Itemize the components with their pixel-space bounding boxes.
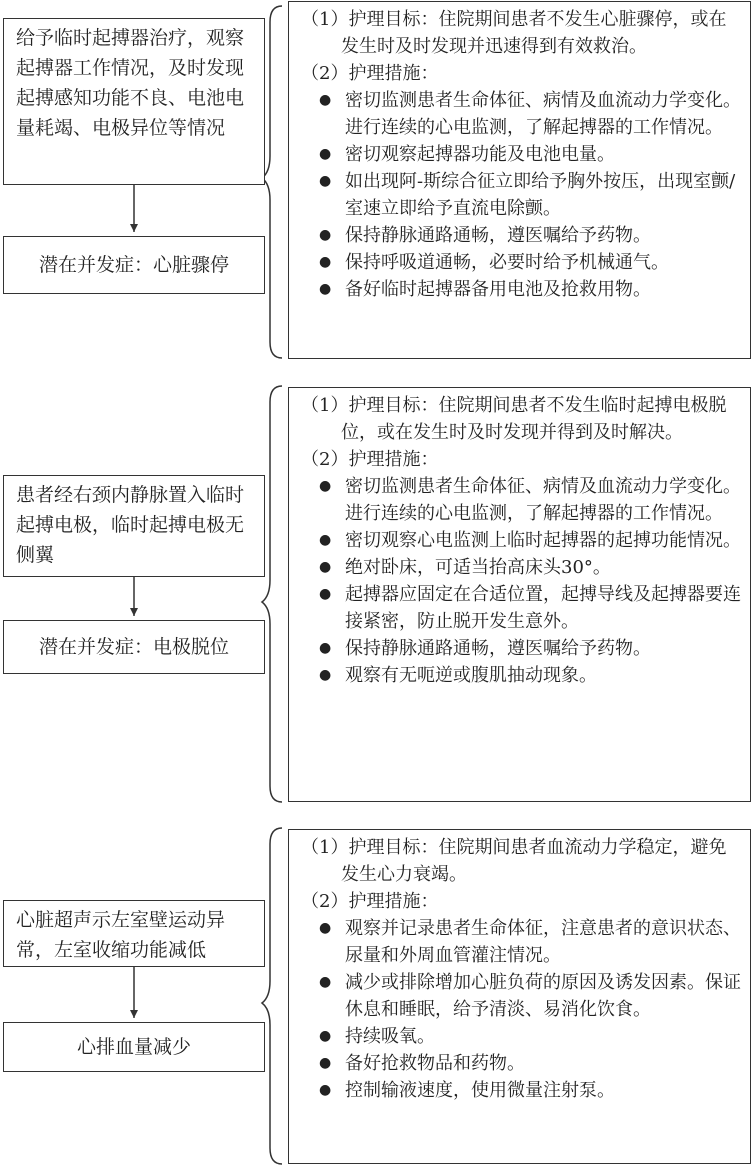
bullet-icon: ● xyxy=(319,146,332,162)
cause-text-3: 心脏超声示左室壁运动异常，左室收缩功能减低 xyxy=(16,909,226,961)
bullet-icon: ● xyxy=(319,667,332,683)
list-item: ● 起搏器应固定在合适位置，起搏导线及起搏器要连接紧密，防止脱开发生意外。 xyxy=(301,581,742,635)
care-box-3 xyxy=(288,829,751,1164)
cause-box-1 xyxy=(3,18,265,185)
cause-text-1: 给予临时起搏器治疗，观察起搏器工作情况，及时发现起搏感知功能不良、电池电量耗竭、电极异位等情况 xyxy=(16,27,245,139)
list-item: ● 保持静脉通路通畅，遵医嘱给予药物。 xyxy=(301,635,742,662)
bullet-icon: ● xyxy=(319,974,332,990)
bullet-icon: ● xyxy=(319,640,332,656)
list-item: ● 密切监测患者生命体征、病情及血流动力学变化。进行连续的心电监测，了解起搏器的工作情况。 xyxy=(301,473,742,527)
bullet-icon: ● xyxy=(319,1055,332,1071)
list-item: ● 保持静脉通路通畅，遵医嘱给予药物。 xyxy=(301,222,742,249)
cause-text-2: 患者经右颈内静脉置入临时起搏电极，临时起搏电极无侧翼 xyxy=(16,484,245,566)
measures-label-1: （2）护理措施： xyxy=(301,63,439,84)
complication-text-1: 潜在并发症：心脏骤停 xyxy=(38,254,229,276)
bullet-icon: ● xyxy=(319,173,332,189)
bullet-icon: ● xyxy=(319,227,332,243)
bullet-icon: ● xyxy=(319,281,332,297)
complication-box-3 xyxy=(3,1022,265,1072)
measures-label-2: （2）护理措施： xyxy=(301,449,439,470)
list-item: ● 密切监测患者生命体征、病情及血流动力学变化。进行连续的心电监测，了解起搏器的工作情况。 xyxy=(301,87,742,141)
bullet-icon: ● xyxy=(319,478,332,494)
bullet-icon: ● xyxy=(319,254,332,270)
measures-label-3: （2）护理措施： xyxy=(301,891,439,912)
list-item: ● 绝对卧床，可适当抬高床头30°。 xyxy=(301,554,742,581)
cause-box-3 xyxy=(3,900,265,967)
brace-1 xyxy=(262,6,282,358)
bullet-icon: ● xyxy=(319,92,332,108)
list-item: ● 减少或排除增加心脏负荷的原因及诱发因素。保证休息和睡眠，给予清淡、易消化饮食。 xyxy=(301,969,742,1023)
bullet-icon: ● xyxy=(319,920,332,936)
complication-text-2: 潜在并发症：电极脱位 xyxy=(38,636,229,658)
list-item: ● 观察有无呃逆或腹肌抽动现象。 xyxy=(301,662,742,689)
list-item: ● 备好抢救物品和药物。 xyxy=(301,1050,742,1077)
list-item: ● 密切观察起搏器功能及电池电量。 xyxy=(301,141,742,168)
bullet-icon: ● xyxy=(319,586,332,602)
brace-3 xyxy=(262,828,282,1164)
complication-text-3: 心排血量减少 xyxy=(76,1036,191,1058)
list-item: ● 观察并记录患者生命体征，注意患者的意识状态、尿量和外周血管灌注情况。 xyxy=(301,915,742,969)
brace-2 xyxy=(262,386,282,802)
bullet-icon: ● xyxy=(319,1082,332,1098)
list-item: ● 持续吸氧。 xyxy=(301,1023,742,1050)
list-item: ● 如出现阿-斯综合征立即给予胸外按压，出现室颤/室速立即给予直流电除颤。 xyxy=(301,168,742,222)
bullet-icon: ● xyxy=(319,532,332,548)
list-item: ● 保持呼吸道通畅，必要时给予机械通气。 xyxy=(301,249,742,276)
list-item: ● 备好临时起搏器备用电池及抢救用物。 xyxy=(301,276,742,303)
care-box-1 xyxy=(288,1,751,359)
list-item: ● 控制输液速度，使用微量注射泵。 xyxy=(301,1077,742,1104)
complication-box-1 xyxy=(3,236,265,294)
goal-2: （1）护理目标：住院期间患者不发生临时起搏电极脱位，或在发生时及时发现并得到及时解决。 xyxy=(301,395,727,443)
complication-box-2 xyxy=(3,620,265,674)
care-box-2 xyxy=(288,387,751,802)
bullet-icon: ● xyxy=(319,559,332,575)
bullet-icon: ● xyxy=(319,1028,332,1044)
goal-3: （1）护理目标：住院期间患者血流动力学稳定，避免发生心力衰竭。 xyxy=(301,837,727,885)
list-item: ● 密切观察心电监测上临时起搏器的起搏功能情况。 xyxy=(301,527,742,554)
cause-box-2 xyxy=(3,475,265,577)
goal-1: （1）护理目标：住院期间患者不发生心脏骤停，或在发生时及时发现并迅速得到有效救治。 xyxy=(301,9,727,57)
